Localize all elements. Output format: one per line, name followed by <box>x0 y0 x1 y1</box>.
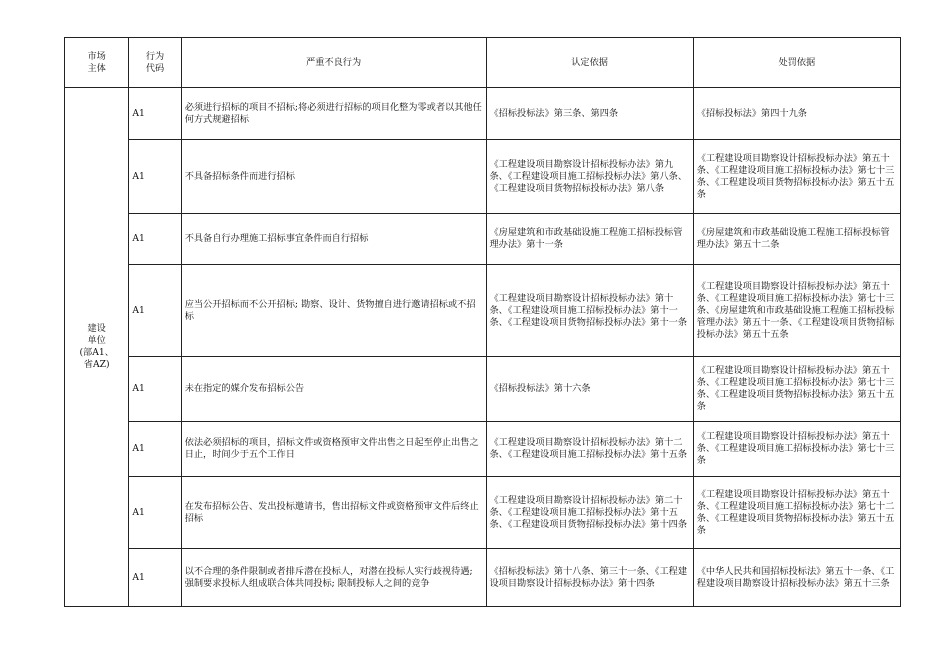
violation-table <box>64 37 901 607</box>
behavior-cell: 应当公开招标而不公开招标; 勘察、设计、货物擅自进行邀请招标或不招标 <box>181 265 486 357</box>
penalty-cell: 《工程建设项目勘察设计招标投标办法》第五十条、《工程建设项目施工招标投标办法》第七十三条、《工程建设项目货物招标投标办法》第五十五条 <box>693 357 900 422</box>
behavior-cell: 在发布招标公告、发出投标邀请书，售出招标文件或资格预审文件后终止招标 <box>181 477 486 549</box>
table-row <box>65 422 901 477</box>
table-row <box>65 88 901 140</box>
basis-cell: 《工程建设项目勘察设计招标投标办法》第九条、《工程建设项目施工招标投标办法》第八条、《工程建设项目货物招标投标办法》第八条 <box>486 140 693 214</box>
basis-cell: 《工程建设项目勘察设计招标投标办法》第十二条、《工程建设项目施工招标投标办法》第十五条 <box>486 422 693 477</box>
table-row <box>65 549 901 607</box>
header-row <box>65 38 901 88</box>
code-cell: A1 <box>129 140 181 214</box>
basis-cell: 《招标投标法》第十六条 <box>486 357 693 422</box>
penalty-cell: 《工程建设项目勘察设计招标投标办法》第五十条、《工程建设项目施工招标投标办法》第七十二条、《工程建设项目货物招标投标办法》第五十五条 <box>693 477 900 549</box>
penalty-cell: 《工程建设项目勘察设计招标投标办法》第五十条、《工程建设项目施工招标投标办法》第七十三条、《工程建设项目货物招标投标办法》第五十五条 <box>693 140 900 214</box>
code-cell: A1 <box>129 477 181 549</box>
code-cell: A1 <box>129 265 181 357</box>
code-cell: A1 <box>129 422 181 477</box>
basis-cell: 《招标投标法》第三条、第四条 <box>486 88 693 140</box>
penalty-cell: 《房屋建筑和市政基础设施工程施工招标投标管理办法》第五十二条 <box>693 214 900 265</box>
behavior-cell: 不具备招标条件而进行招标 <box>181 140 486 214</box>
behavior-cell: 以不合理的条件限制或者排斥潜在投标人，对潜在投标人实行歧视待遇; 强制要求投标人组成联合体共同投标; 限制投标人之间的竞争 <box>181 549 486 607</box>
penalty-cell: 《招标投标法》第四十九条 <box>693 88 900 140</box>
code-cell: A1 <box>129 88 181 140</box>
behavior-cell: 未在指定的媒介发布招标公告 <box>181 357 486 422</box>
behavior-cell: 依法必须招标的项目，招标文件或资格预审文件出售之日起至停止出售之日止，时间少于五个工作日 <box>181 422 486 477</box>
basis-cell: 《工程建设项目勘察设计招标投标办法》第二十条、《工程建设项目施工招标投标办法》第十五条、《工程建设项目货物招标投标办法》第十四条 <box>486 477 693 549</box>
penalty-cell: 《工程建设项目勘察设计招标投标办法》第五十条、《工程建设项目施工招标投标办法》第七十三条、《房屋建筑和市政基础设施工程施工招标投标管理办法》第五十一条、《工程建设项目货物招标投标办法》第五十五条 <box>693 265 900 357</box>
basis-cell: 《房屋建筑和市政基础设施工程施工招标投标管理办法》第十一条 <box>486 214 693 265</box>
basis-cell: 《工程建设项目勘察设计招标投标办法》第十条、《工程建设项目施工招标投标办法》第十一条、《工程建设项目货物招标投标办法》第十一条 <box>486 265 693 357</box>
header-behavior: 严重不良行为 <box>181 38 486 88</box>
table-row <box>65 357 901 422</box>
entity-cell: 建设 单位 (部A1、 省AZ) <box>65 88 129 607</box>
table-row <box>65 477 901 549</box>
penalty-cell: 《中华人民共和国招标投标法》第五十一条、《工程建设项目勘察设计招标投标办法》第五十三条 <box>693 549 900 607</box>
code-cell: A1 <box>129 357 181 422</box>
behavior-cell: 必须进行招标的项目不招标;将必须进行招标的项目化整为零或者以其他任何方式规避招标 <box>181 88 486 140</box>
code-cell: A1 <box>129 214 181 265</box>
table-row <box>65 214 901 265</box>
basis-cell: 《招标投标法》第十八条、第三十一条、《工程建设项目勘察设计招标投标办法》第十四条 <box>486 549 693 607</box>
header-entity: 市场 主体 <box>65 38 129 88</box>
table-row <box>65 265 901 357</box>
behavior-cell: 不具备自行办理施工招标事宜条件而自行招标 <box>181 214 486 265</box>
penalty-cell: 《工程建设项目勘察设计招标投标办法》第五十条、《工程建设项目施工招标投标办法》第七十三条 <box>693 422 900 477</box>
header-code: 行为 代码 <box>129 38 181 88</box>
header-penalty: 处罚依据 <box>693 38 900 88</box>
code-cell: A1 <box>129 549 181 607</box>
table-row <box>65 140 901 214</box>
header-basis: 认定依据 <box>486 38 693 88</box>
